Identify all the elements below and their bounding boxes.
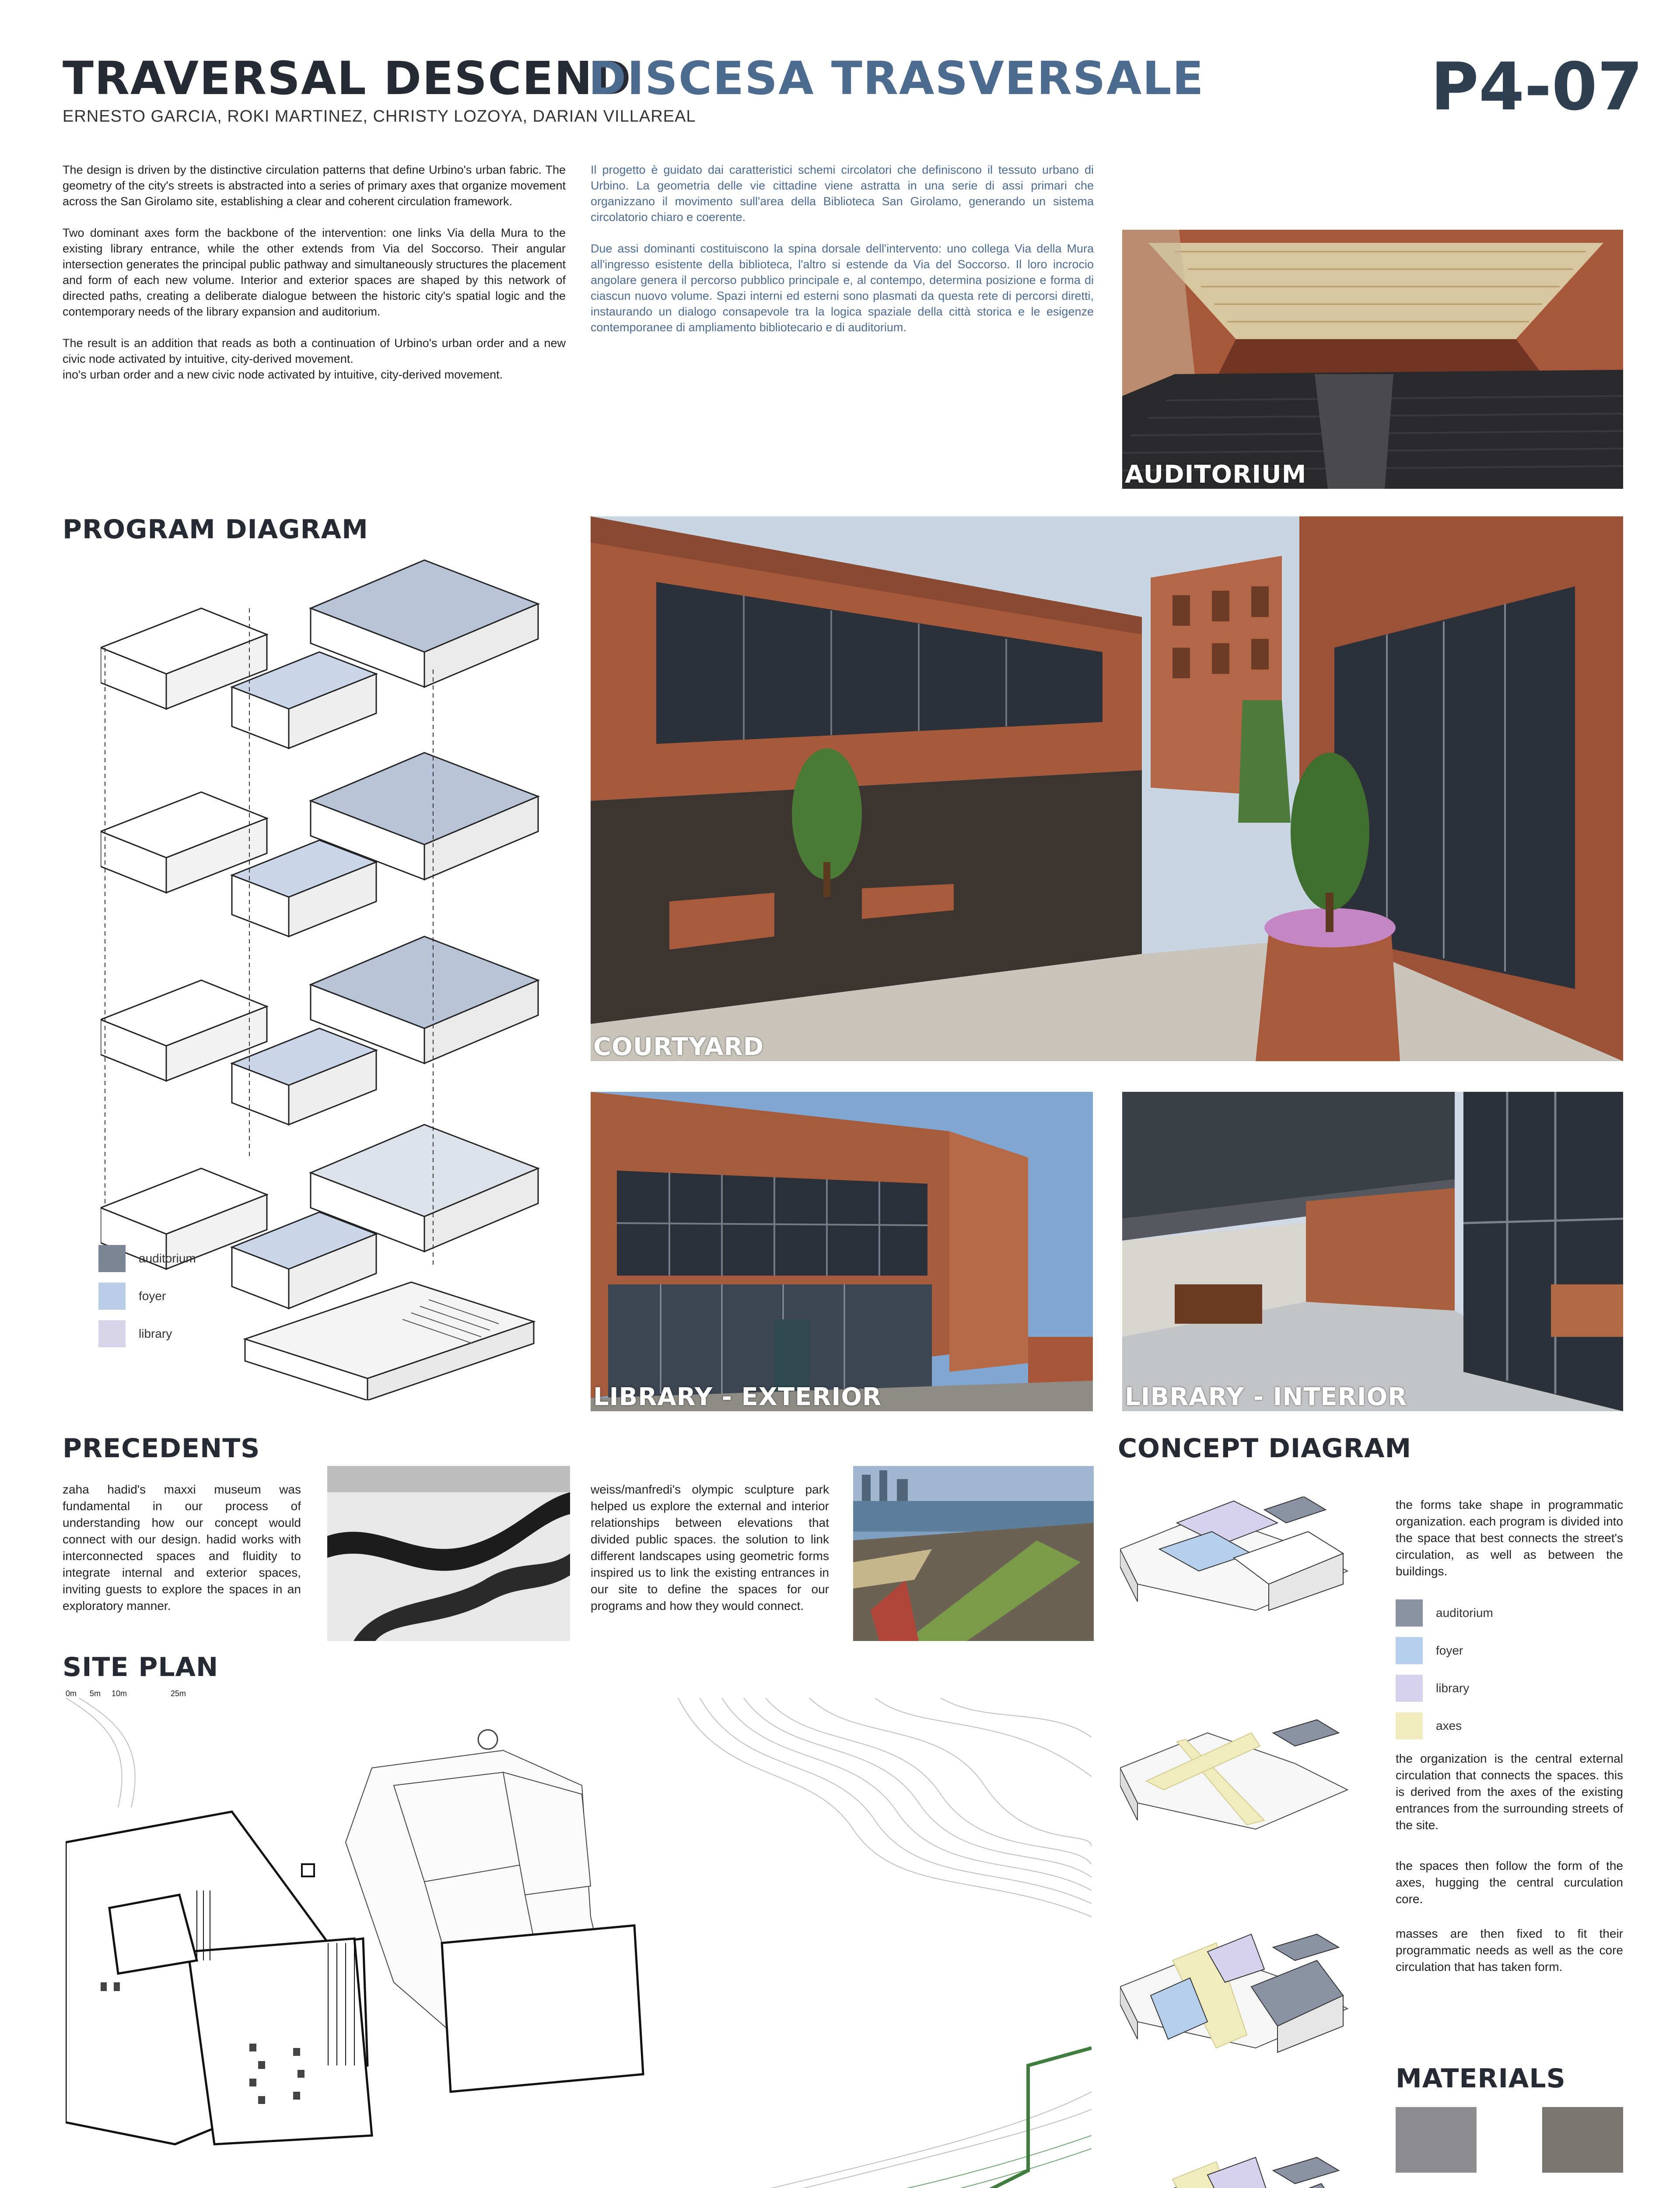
library-interior-render: [1122, 1092, 1623, 1411]
concept-axonometric-diagrams: [1120, 1497, 1352, 2188]
olympic-park-photo: [853, 1466, 1094, 1641]
concept-legend: [1396, 1599, 1493, 1750]
program-legend-item-foyer: [98, 1283, 196, 1310]
library-exterior-image: [591, 1092, 1093, 1411]
auditorium-swatch: [98, 1245, 126, 1272]
concept-text-2: the organization is the central external circulation that connects the spaces. this is derived from the axes of the existing entrances from the surrounding streets of the site.: [1396, 1752, 1623, 1832]
intro-italian: [591, 162, 1094, 351]
courtyard-image: [591, 516, 1623, 1061]
courtyard-label: COURTYARD: [593, 1033, 764, 1061]
maxxi-photo: [327, 1466, 570, 1641]
courtyard-render: [591, 516, 1623, 1061]
auditorium-swatch: [1396, 1599, 1423, 1627]
authors: ERNESTO GARCIA, ROKI MARTINEZ, CHRISTY LOZOYA, DARIAN VILLAREAL: [63, 107, 696, 126]
program-diagram-heading: PROGRAM DIAGRAM: [63, 514, 368, 545]
concept-diagram-heading: CONCEPT DIAGRAM: [1118, 1433, 1412, 1464]
auditorium-label: AUDITORIUM: [1125, 460, 1307, 489]
precedent-olympic-text: weiss/manfredi's olympic sculpture park helped us explore the external and interior relationships between elevations that divided public spaces. the solution to link different landscapes using geometric forms inspired us to link the existing entrances in our site to define the spaces for our programs and how they would connect.: [591, 1483, 829, 1613]
scale-label-0: 0m: [66, 1689, 77, 1698]
materials-heading: MATERIALS: [1396, 2063, 1566, 2094]
axes-swatch: [1396, 1712, 1423, 1739]
scale-label-10: 10m: [112, 1689, 127, 1698]
precedent-maxxi-text: zaha hadid's maxxi museum was fundamental in our process of understanding how our concept would connect with our design. hadid works with interconnected spaces and fluidity to integrate internal and exterior spaces, inviting guests to explore the spaces in an exploratory manner.: [63, 1483, 301, 1613]
precedents-heading: PRECEDENTS: [63, 1433, 260, 1464]
site-plan-drawing: [66, 1698, 1092, 2188]
library-exterior-render: [591, 1092, 1093, 1411]
concept-text-4: masses are then fixed to fit their programmatic needs as well as the core circulation that has taken form.: [1396, 1927, 1623, 1974]
library-interior-label: LIBRARY - INTERIOR: [1125, 1383, 1407, 1411]
concept-text-1: the forms take shape in programmatic organization. each program is divided into the space that best connects the street's circulation, as well as between the buildings.: [1396, 1498, 1623, 1578]
site-plan-heading: SITE PLAN: [63, 1652, 219, 1683]
materials-grid: [1396, 2107, 1623, 2188]
intro-en-paragraph-2: Two dominant axes form the backbone of the intervention: one links Via della Mura to the existing library entrance, while the other extends from Via del Soccorso. Their angular intersection generates the principal public pathway and simultaneously structures the placement and form of each new volume. Interior and exterior spaces are shaped by this network of directed paths, creating a deliberate dialogue between the historic city's spatial logic and the contemporary needs of the library expansion and auditorium.: [63, 226, 566, 318]
program-legend: [98, 1245, 196, 1358]
concept-text-3: the spaces then follow the form of the axes, hugging the central curculation core.: [1396, 1859, 1623, 1906]
program-legend-item-library: [98, 1320, 196, 1347]
title-en: TRAVERSAL DESCEND: [63, 52, 632, 105]
library-swatch: [98, 1320, 126, 1347]
foyer-swatch: [98, 1283, 126, 1310]
olympic-park-image: [853, 1466, 1094, 1641]
library-swatch: [1396, 1675, 1423, 1702]
legend-label: foyer: [1436, 1644, 1463, 1657]
material-swatch-concrete: [1396, 2107, 1477, 2173]
title-it: DISCESA TRASVERSALE: [588, 52, 1204, 105]
intro-en-paragraph-3-repeat: ino's urban order and a new civic node activated by intuitive, city-derived movement.: [63, 368, 503, 381]
legend-label: auditorium: [139, 1252, 196, 1265]
library-exterior-label: LIBRARY - EXTERIOR: [593, 1383, 882, 1411]
auditorium-image: [1122, 230, 1623, 489]
legend-label: library: [139, 1327, 172, 1340]
concept-legend-item-foyer: [1396, 1637, 1493, 1664]
legend-label: auditorium: [1436, 1606, 1493, 1620]
intro-en-paragraph-1: The design is driven by the distinctive circulation patterns that define Urbino's urban fabric. The geometry of the city's streets is abstracted into a series of primary axes that organize movement across the San Girolamo site, establishing a clear and coherent circulation framework.: [63, 163, 566, 208]
foyer-swatch: [1396, 1637, 1423, 1664]
legend-label: foyer: [139, 1289, 166, 1303]
concept-legend-item-axes: [1396, 1712, 1493, 1739]
program-legend-item-auditorium: [98, 1245, 196, 1272]
material-swatch-stone: [1542, 2107, 1623, 2173]
scale-label-25: 25m: [171, 1689, 186, 1698]
intro-en-paragraph-3: The result is an addition that reads as both a continuation of Urbino's urban order and a new civic node activated by intuitive, city-derived movement.: [63, 337, 566, 365]
maxxi-image: [327, 1466, 570, 1641]
auditorium-render: [1122, 230, 1623, 489]
intro-it-paragraph-1: Il progetto è guidato dai caratteristici schemi circolatori che definiscono il tessuto urbano di Urbino. La geometria delle vie cittadine viene astratta in una serie di assi primari che organizzano il movimento sull'area della Biblioteca San Girolamo, generando un sistema circolatorio chiaro e coerente.: [591, 163, 1094, 224]
intro-english: [63, 162, 566, 398]
legend-label: library: [1436, 1681, 1470, 1695]
concept-legend-item-auditorium: [1396, 1599, 1493, 1627]
scale-label-5: 5m: [90, 1689, 101, 1698]
legend-label: axes: [1436, 1719, 1462, 1732]
library-interior-image: [1122, 1092, 1623, 1411]
project-code: P4-07: [1431, 49, 1643, 125]
concept-legend-item-library: [1396, 1675, 1493, 1702]
intro-it-paragraph-2: Due assi dominanti costituiscono la spina dorsale dell'intervento: uno collega Via della Mura all'ingresso esistente della biblioteca, l'altro si estende da Via del Soccorso. Il loro incrocio angolare genera il percorso pubblico principale e, al contempo, determina posizione e forma di ciascun nuovo volume. Spazi interni ed esterni sono plasmati da questa rete di percorsi diretti, instaurando un dialogo consapevole tra la logica spaziale della città storica e le esigenze contemporanee di ampliamento bibliotecario e di auditorium.: [591, 242, 1094, 334]
